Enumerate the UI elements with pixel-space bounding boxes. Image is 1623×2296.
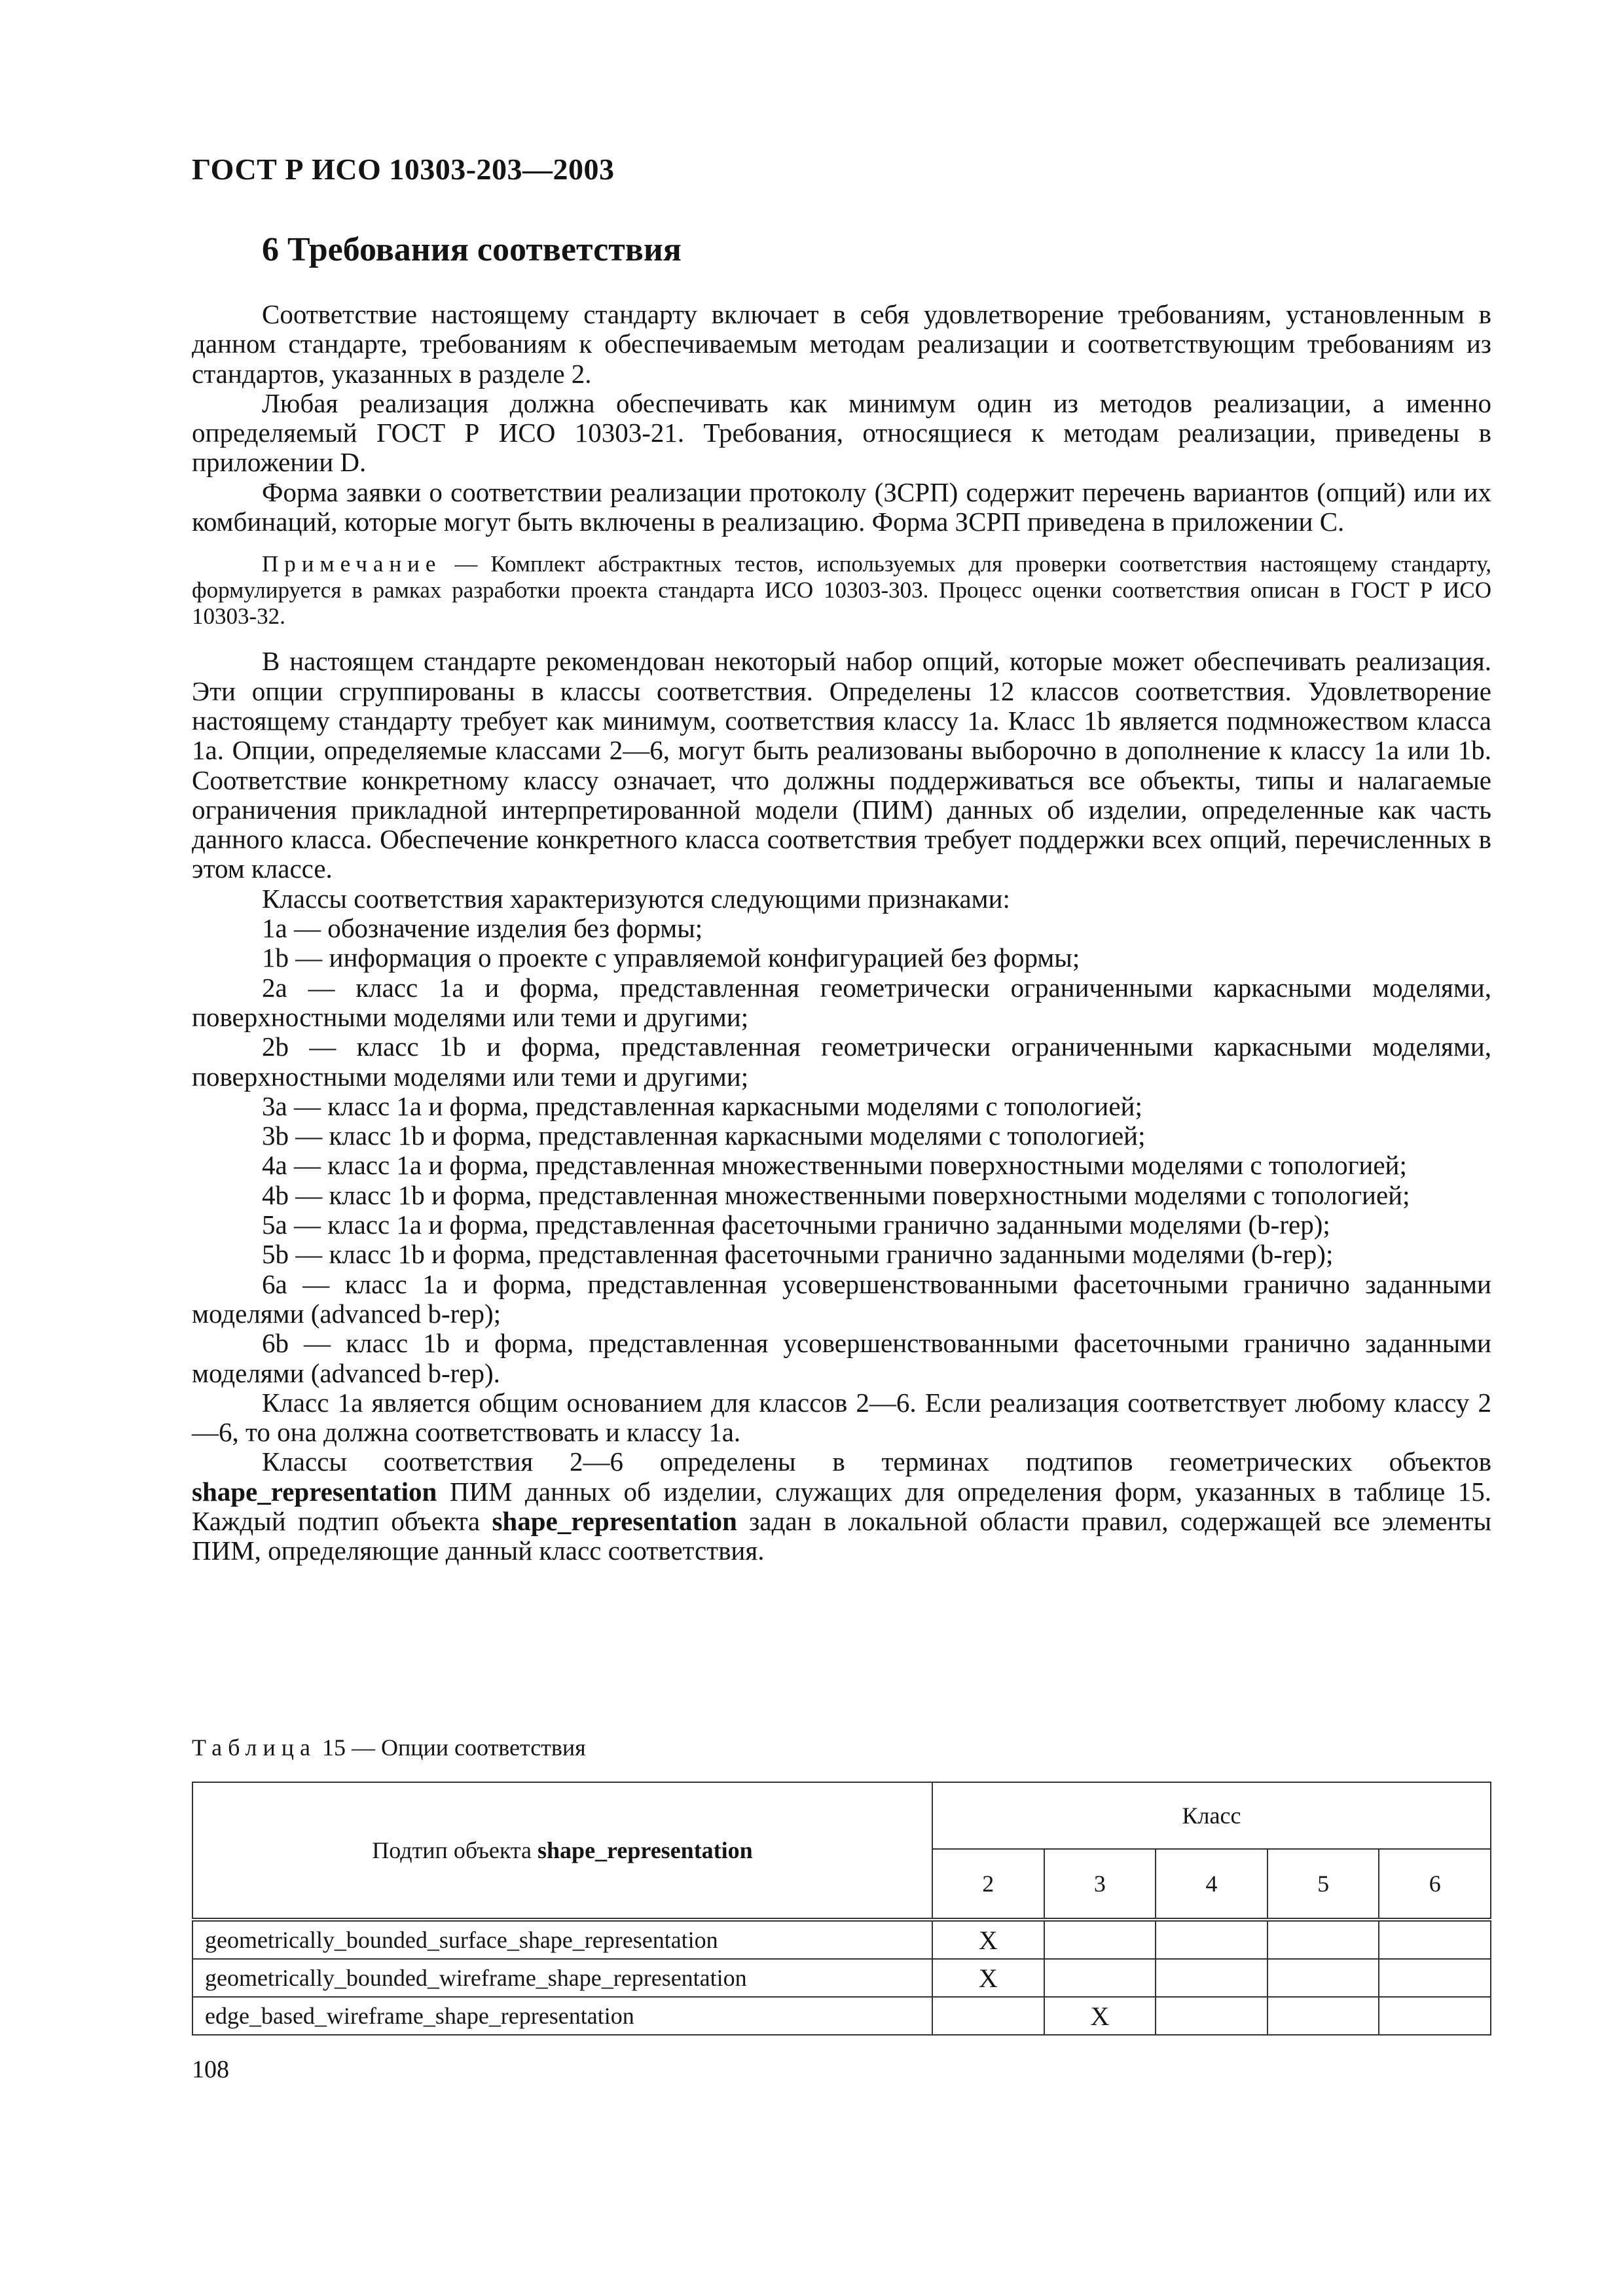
paragraph-6: Класс 1a является общим основанием для классов 2—6. Если реализация соответствует любому классу 2—6, то она должна соответствовать и классу 1a.	[192, 1387, 1491, 1448]
header-class: Класс	[932, 1782, 1491, 1849]
row-mark-4	[1156, 1997, 1267, 2035]
class-item-6a: 6a — класс 1a и форма, представленная усовершенствованными фасеточными гранично заданными моделями (advanced b-rep);	[192, 1268, 1491, 1329]
section-title: 6 Требования соответствия	[262, 231, 682, 268]
row-mark-5	[1267, 1920, 1379, 1959]
conformance-options-table	[192, 1782, 1491, 2036]
table-row	[192, 1997, 1491, 2035]
class-item-2b: 2b — класс 1b и форма, представленная геометрически ограниченными каркасными моделями, поверхностными моделями или теми и другими;	[192, 1031, 1491, 1092]
table-row	[192, 1959, 1491, 1997]
table-row	[192, 1920, 1491, 1959]
note	[192, 551, 1491, 630]
row-mark-3	[1044, 1959, 1156, 1997]
table-header-row	[192, 1782, 1491, 1849]
row-mark-3	[1044, 1920, 1156, 1959]
class-item-1a: 1a — обозначение изделия без формы;	[262, 913, 703, 944]
class-item-1b: 1b — информация о проекте с управляемой конфигурацией без формы;	[262, 942, 1080, 973]
row-mark-5	[1267, 1997, 1379, 2035]
paragraph-1: Соответствие настоящему стандарту включает в себя удовлетворение требованиям, установленным в данном стандарте, требованиям к обеспечиваемым методам реализации и соответствующим требованиям из стандартов, указанных в разделе 2.	[192, 299, 1491, 389]
class-item-2a: 2a — класс 1a и форма, представленная геометрически ограниченными каркасными моделями, поверхностными моделями или теми и другими;	[192, 972, 1491, 1032]
paragraph-4: В настоящем стандарте рекомендован некоторый набор опций, которые может обеспечивать реализация. Эти опции сгруппированы в классы соответствия. Определены 12 классов соответствия. Удовлетворение настоящему стандарту требует как минимум, соответствия классу 1a. Класс 1b является подмножеством класса 1a. Опции, определяемые классами 2—6, могут быть реализованы выборочно в дополнение к классу 1a или 1b. Соответствие конкретному классу означает, что должны поддерживаться все объекты, типы и налагаемые ограничения прикладной интерпретированной модели (ПИМ) данных об изделии, определенные как часть данного класса. Обеспечение конкретного класса соответствия требует поддержки всех опций, перечисленных в этом классе.	[192, 646, 1491, 884]
term-shape-representation: shape_representation	[192, 1476, 437, 1507]
class-item-5a: 5a — класс 1a и форма, представленная фасеточными гранично заданными моделями (b-rep);	[262, 1210, 1330, 1240]
table-caption-label: Таблица	[192, 1734, 316, 1761]
row-mark-4	[1156, 1920, 1267, 1959]
note-text: — Комплект абстрактных тестов, используемых для проверки соответствия настоящему стандарту, формулируется в рамках разработки проекта стандарта ИСО 10303-303. Процесс оценки соответствия описан в ГОСТ Р ИСО 10303-32.	[192, 551, 1491, 630]
paragraph-5: Классы соответствия характеризуются следующими признаками:	[262, 883, 1010, 914]
body-text	[192, 300, 1491, 1566]
class-col-4: 4	[1156, 1849, 1267, 1920]
class-col-2: 2	[932, 1849, 1044, 1920]
row-mark-6	[1379, 1997, 1491, 2035]
row-mark-6	[1379, 1920, 1491, 1959]
document-header: ГОСТ Р ИСО 10303-203—2003	[192, 152, 615, 186]
row-mark-4	[1156, 1959, 1267, 1997]
paragraph-2: Любая реализация должна обеспечивать как минимум один из методов реализации, а именно определяемый ГОСТ Р ИСО 10303-21. Требования, относящиеся к методам реализации, приведены в приложении D.	[192, 387, 1491, 478]
class-item-3b: 3b — класс 1b и форма, представленная каркасными моделями с топологией;	[262, 1121, 1146, 1151]
table-caption-text: 15 — Опции соответствия	[316, 1734, 586, 1761]
page-number: 108	[192, 2056, 229, 2083]
class-item-6b: 6b — класс 1b и форма, представленная усовершенствованными фасеточными гранично заданными моделями (advanced b-rep).	[192, 1328, 1491, 1388]
class-item-5b: 5b — класс 1b и форма, представленная фасеточными гранично заданными моделями (b-rep);	[262, 1239, 1334, 1270]
paragraph-7: Классы соответствия 2—6 определены в терминах подтипов геометрических объектов shape_representation ПИМ данных об изделии, служащих для определения форм, указанных в таблице 15. Каждый подтип объекта shape_representation задан в локальной области правил, содержащей все элементы ПИМ, определяющие данный класс соответствия.	[192, 1446, 1491, 1566]
note-label: Примечание	[262, 551, 442, 577]
row-mark-2: X	[932, 1959, 1044, 1997]
row-subtype-name: geometrically_bounded_surface_shape_representation	[192, 1920, 932, 1959]
header-subtype: Подтип объекта shape_representation	[192, 1782, 932, 1920]
row-mark-3: X	[1044, 1997, 1156, 2035]
table-caption	[192, 1734, 586, 1761]
row-subtype-name: edge_based_wireframe_shape_representation	[192, 1997, 932, 2035]
class-col-6: 6	[1379, 1849, 1491, 1920]
paragraph-3: Форма заявки о соответствии реализации протоколу (ЗСРП) содержит перечень вариантов (опций) или их комбинаций, которые могут быть включены в реализацию. Форма ЗСРП приведена в приложении C.	[192, 476, 1491, 537]
class-item-4b: 4b — класс 1b и форма, представленная множественными поверхностными моделями с топологией;	[262, 1179, 1410, 1210]
class-col-5: 5	[1267, 1849, 1379, 1920]
row-mark-5	[1267, 1959, 1379, 1997]
row-mark-2	[932, 1997, 1044, 2035]
class-item-4a: 4a — класс 1a и форма, представленная множественными поверхностными моделями с топологией;	[262, 1150, 1407, 1181]
term-shape-representation: shape_representation	[492, 1505, 737, 1536]
row-subtype-name: geometrically_bounded_wireframe_shape_representation	[192, 1959, 932, 1997]
class-item-3a: 3a — класс 1a и форма, представленная каркасными моделями с топологией;	[262, 1090, 1142, 1121]
row-mark-2: X	[932, 1920, 1044, 1959]
row-mark-6	[1379, 1959, 1491, 1997]
class-col-3: 3	[1044, 1849, 1156, 1920]
